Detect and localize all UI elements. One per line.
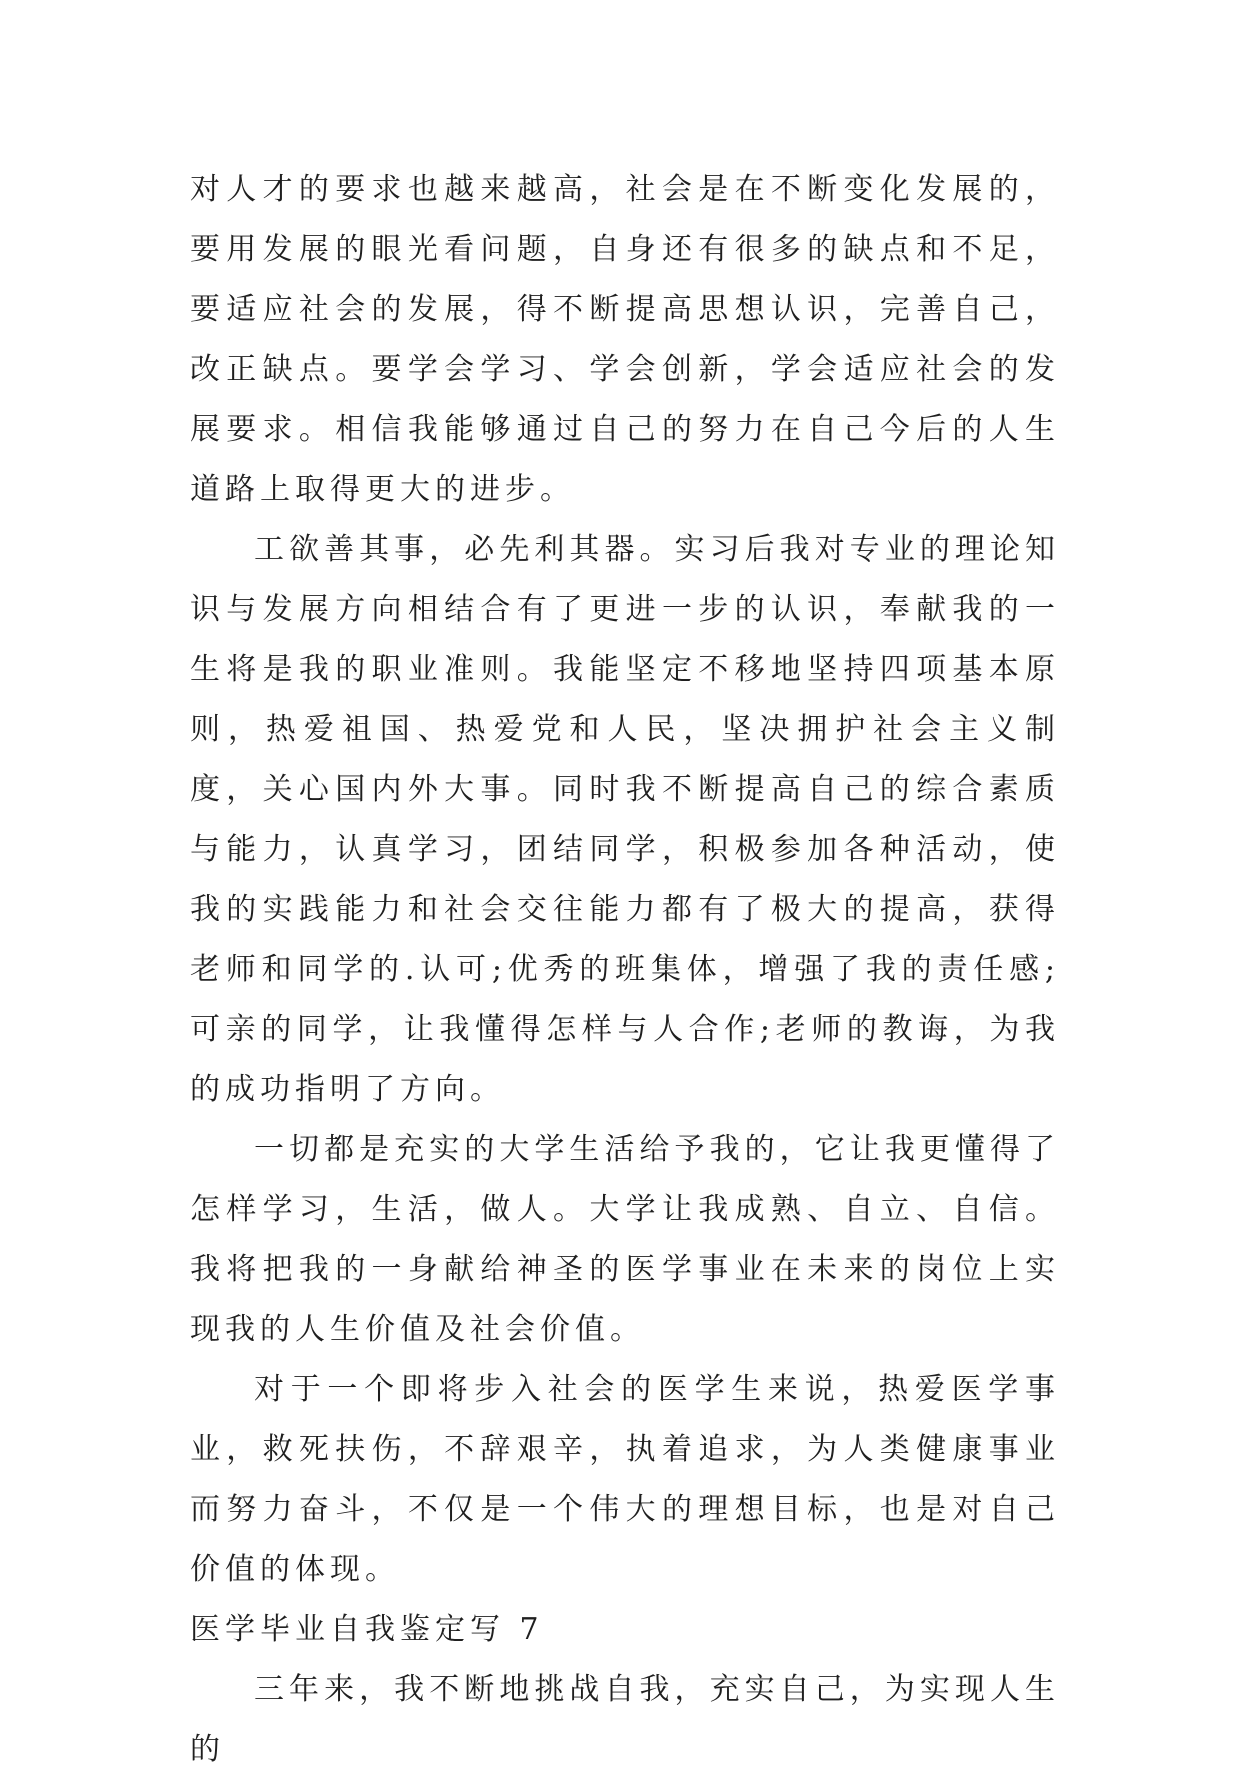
- paragraph: 三年来，我不断地挑战自我，充实自己，为实现人生的: [190, 1672, 1060, 1767]
- paragraph: 工欲善其事，必先利其器。实习后我对专业的理论知识与发展方向相结合有了更进一步的认识，奉献我的一生将是我的职业准则。我能坚定不移地坚持四项基本原则，热爱祖国、热爱党和人民，坚决拥护社会主义制度，关心国内外大事。同时我不断提高自己的综合素质与能力，认真学习，团结同学，积极参加各种活动，使我的实践能力和社会交往能力都有了极大的提高，获得老师和同学的.认可;优秀的班集体，增强了我的责任感;可亲的同学，让我懂得怎样与人合作;老师的教诲，为我的成功指明了方向。: [190, 532, 1060, 1107]
- paragraph: 一切都是充实的大学生活给予我的，它让我更懂得了怎样学习，生活，做人。大学让我成熟、自立、自信。我将把我的一身献给神圣的医学事业在未来的岗位上实现我的人生价值及社会价值。: [190, 1132, 1060, 1347]
- paragraph: 对人才的要求也越来越高，社会是在不断变化发展的，要用发展的眼光看问题，自身还有很多的缺点和不足，要适应社会的发展，得不断提高思想认识，完善自己，改正缺点。要学会学习、学会创新，学会适应社会的发展要求。相信我能够通过自己的努力在自己今后的人生道路上取得更大的进步。: [190, 172, 1060, 507]
- document-body: [190, 160, 1060, 1780]
- section-heading: 医学毕业自我鉴定写 7: [190, 1612, 544, 1647]
- paragraph: 对于一个即将步入社会的医学生来说，热爱医学事业，救死扶伤，不辞艰辛，执着追求，为人类健康事业而努力奋斗，不仅是一个伟大的理想目标，也是对自己价值的体现。: [190, 1372, 1060, 1587]
